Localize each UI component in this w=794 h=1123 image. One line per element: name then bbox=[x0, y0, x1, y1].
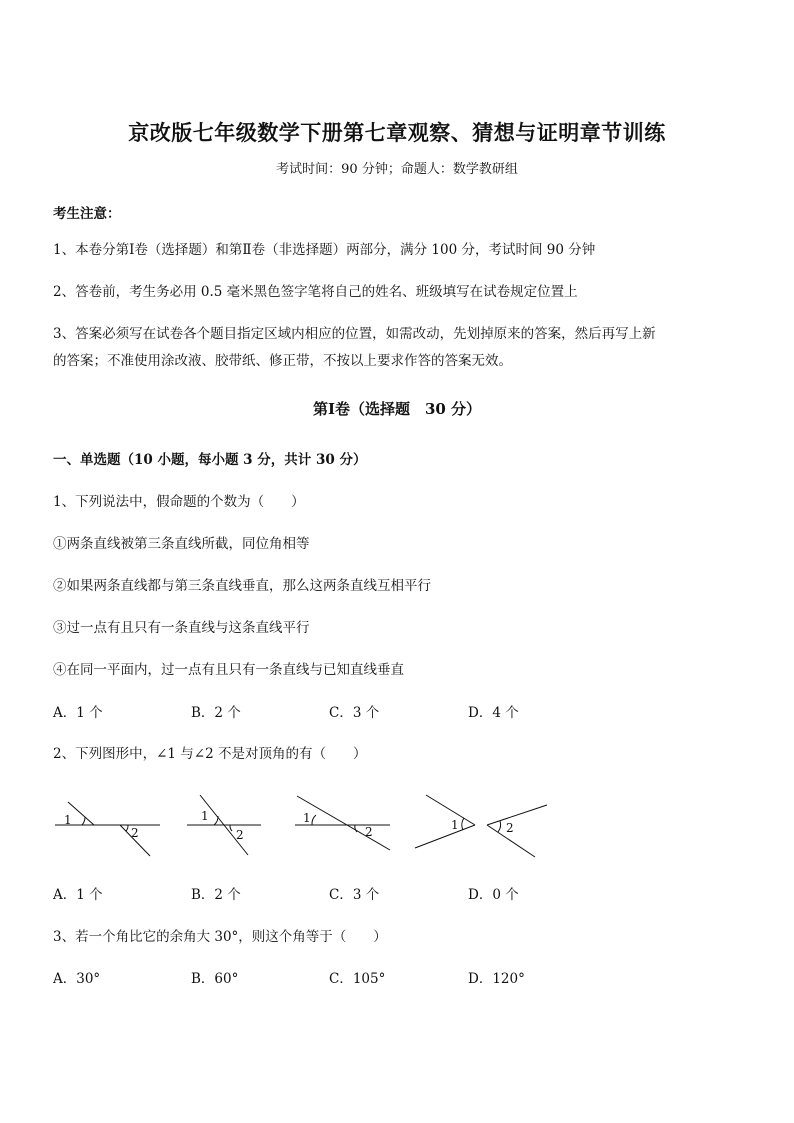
fig5-label-2: 2 bbox=[506, 821, 514, 835]
question-1-stem: 1、下列说法中，假命题的个数为（ ） bbox=[53, 494, 305, 510]
question-2-option-b: B．2 个 bbox=[191, 887, 241, 903]
notice-item-3: 3、答案必须写在试卷各个题目指定区域内相应的位置，如需改动，先划掉原来的答案，然后再写上新 bbox=[53, 326, 656, 342]
fig2-label-2: 2 bbox=[236, 828, 244, 842]
notice-heading: 考生注意： bbox=[53, 206, 121, 222]
document-title: 京改版七年级数学下册第七章观察、猜想与证明章节训练 bbox=[128, 120, 666, 145]
fig1-label-2: 2 bbox=[131, 826, 139, 840]
question-1-statement-1: ①两条直线被第三条直线所截，同位角相等 bbox=[53, 536, 310, 552]
question-1-option-d: D．4 个 bbox=[468, 705, 519, 721]
fig4-label-1: 1 bbox=[451, 818, 459, 832]
angle-figure-5 bbox=[487, 805, 547, 857]
question-3-option-c: C．105° bbox=[329, 971, 386, 987]
question-3-option-d: D．120° bbox=[468, 971, 525, 987]
fig3-label-1: 1 bbox=[303, 811, 311, 825]
angle-figure-4 bbox=[415, 795, 475, 848]
angle-figure-2 bbox=[187, 795, 261, 855]
part-heading: 一、单选题（10 小题，每小题 3 分，共计 30 分） bbox=[53, 452, 367, 468]
angle-figure-1 bbox=[55, 802, 160, 856]
notice-item-1: 1、本卷分第Ⅰ卷（选择题）和第Ⅱ卷（非选择题）两部分，满分 100 分，考试时间 90 分钟 bbox=[53, 242, 596, 258]
fig1-label-1: 1 bbox=[64, 813, 72, 827]
question-1-statement-2: ②如果两条直线都与第三条直线垂直，那么这两条直线互相平行 bbox=[53, 578, 431, 594]
question-1-option-b: B．2 个 bbox=[191, 705, 241, 721]
fig3-label-2: 2 bbox=[365, 825, 373, 839]
section-title: 第Ⅰ卷（选择题 30 分） bbox=[312, 400, 482, 418]
question-2-option-d: D．0 个 bbox=[468, 887, 519, 903]
question-1-option-a: A．1 个 bbox=[53, 705, 103, 721]
notice-item-2: 2、答卷前，考生务必用 0.5 毫米黑色签字笔将自己的姓名、班级填写在试卷规定位置上 bbox=[53, 284, 578, 300]
exam-info: 考试时间：90 分钟；命题人：数学教研组 bbox=[276, 162, 518, 177]
question-3-option-b: B．60° bbox=[191, 971, 239, 987]
question-3-stem: 3、若一个角比它的余角大 30°，则这个角等于（ ） bbox=[53, 929, 387, 945]
question-1-statement-4: ④在同一平面内，过一点有且只有一条直线与已知直线垂直 bbox=[53, 662, 404, 678]
question-1-statement-3: ③过一点有且只有一条直线与这条直线平行 bbox=[53, 620, 310, 636]
question-3-option-a: A．30° bbox=[53, 971, 101, 987]
notice-item-3-cont: 的答案；不准使用涂改液、胶带纸、修正带，不按以上要求作答的答案无效。 bbox=[53, 353, 512, 369]
question-2-stem: 2、下列图形中，∠1 与∠2 不是对顶角的有（ ） bbox=[53, 746, 367, 762]
question-1-option-c: C．3 个 bbox=[329, 705, 380, 721]
question-2-option-a: A．1 个 bbox=[53, 887, 103, 903]
question-2-option-c: C．3 个 bbox=[329, 887, 380, 903]
angle-figures bbox=[0, 780, 794, 870]
fig2-label-1: 1 bbox=[201, 809, 209, 823]
